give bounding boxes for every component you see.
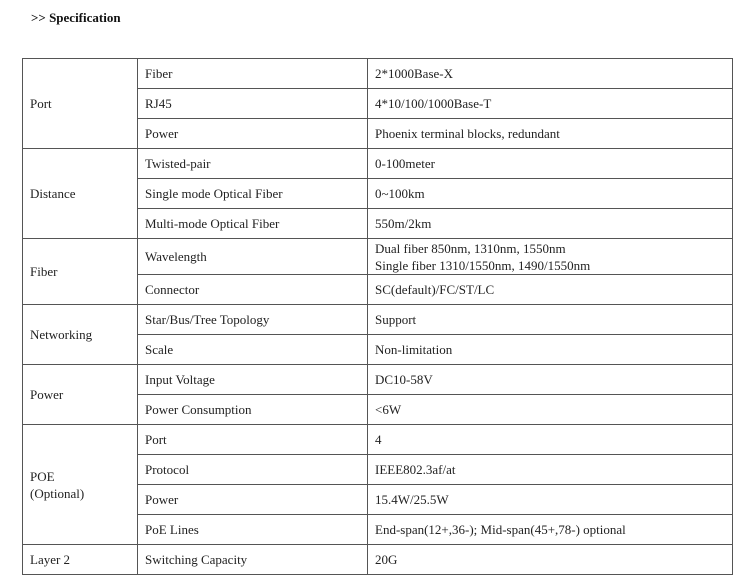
spec-name-cell: Protocol bbox=[138, 455, 368, 485]
poe-label: POE bbox=[30, 468, 55, 484]
spec-name-cell: Port bbox=[138, 425, 368, 455]
table-row bbox=[23, 305, 733, 335]
spec-value-cell: 4*10/100/1000Base-T bbox=[368, 89, 733, 119]
spec-value-cell: 0~100km bbox=[368, 179, 733, 209]
spec-name-cell: Single mode Optical Fiber bbox=[138, 179, 368, 209]
spec-value-cell bbox=[368, 239, 733, 275]
category-cell-distance: Distance bbox=[23, 149, 138, 239]
spec-value-cell: 20G bbox=[368, 545, 733, 575]
category-cell-power: Power bbox=[23, 365, 138, 425]
spec-name-cell: Power Consumption bbox=[138, 395, 368, 425]
poe-optional-label: (Optional) bbox=[30, 485, 85, 501]
spec-value-cell: <6W bbox=[368, 395, 733, 425]
table-row bbox=[23, 59, 733, 89]
category-cell-networking: Networking bbox=[23, 305, 138, 365]
category-cell-layer2: Layer 2 bbox=[23, 545, 138, 575]
spec-value-cell: 550m/2km bbox=[368, 209, 733, 239]
spec-name-cell: Switching Capacity bbox=[138, 545, 368, 575]
table-row bbox=[23, 149, 733, 179]
table-row bbox=[23, 365, 733, 395]
spec-value-cell: DC10-58V bbox=[368, 365, 733, 395]
wavelength-dual-fiber: Dual fiber 850nm, 1310nm, 1550nm bbox=[375, 240, 566, 256]
spec-value-cell: 2*1000Base-X bbox=[368, 59, 733, 89]
spec-name-cell: Wavelength bbox=[138, 239, 368, 275]
section-heading: >> Specification bbox=[31, 10, 121, 25]
spec-name-cell: PoE Lines bbox=[138, 515, 368, 545]
table-row bbox=[23, 239, 733, 275]
spec-value-cell: 4 bbox=[368, 425, 733, 455]
spec-value-cell: IEEE802.3af/at bbox=[368, 455, 733, 485]
spec-name-cell: Fiber bbox=[138, 59, 368, 89]
table-row bbox=[23, 425, 733, 455]
spec-value-cell: 15.4W/25.5W bbox=[368, 485, 733, 515]
spec-name-cell: RJ45 bbox=[138, 89, 368, 119]
spec-value-cell: Non-limitation bbox=[368, 335, 733, 365]
spec-name-cell: Connector bbox=[138, 275, 368, 305]
wavelength-single-fiber: Single fiber 1310/1550nm, 1490/1550nm bbox=[375, 257, 591, 273]
category-cell-poe bbox=[23, 425, 138, 545]
spec-name-cell: Star/Bus/Tree Topology bbox=[138, 305, 368, 335]
specification-table bbox=[22, 58, 733, 575]
spec-name-cell: Input Voltage bbox=[138, 365, 368, 395]
spec-value-cell: 0-100meter bbox=[368, 149, 733, 179]
spec-name-cell: Scale bbox=[138, 335, 368, 365]
spec-value-cell: Phoenix terminal blocks, redundant bbox=[368, 119, 733, 149]
table-row bbox=[23, 545, 733, 575]
category-cell-fiber: Fiber bbox=[23, 239, 138, 305]
spec-value-cell: Support bbox=[368, 305, 733, 335]
spec-value-cell: End-span(12+,36-); Mid-span(45+,78-) optional bbox=[368, 515, 733, 545]
spec-name-cell: Twisted-pair bbox=[138, 149, 368, 179]
category-cell-port: Port bbox=[23, 59, 138, 149]
spec-name-cell: Multi-mode Optical Fiber bbox=[138, 209, 368, 239]
spec-name-cell: Power bbox=[138, 119, 368, 149]
spec-value-cell: SC(default)/FC/ST/LC bbox=[368, 275, 733, 305]
spec-name-cell: Power bbox=[138, 485, 368, 515]
